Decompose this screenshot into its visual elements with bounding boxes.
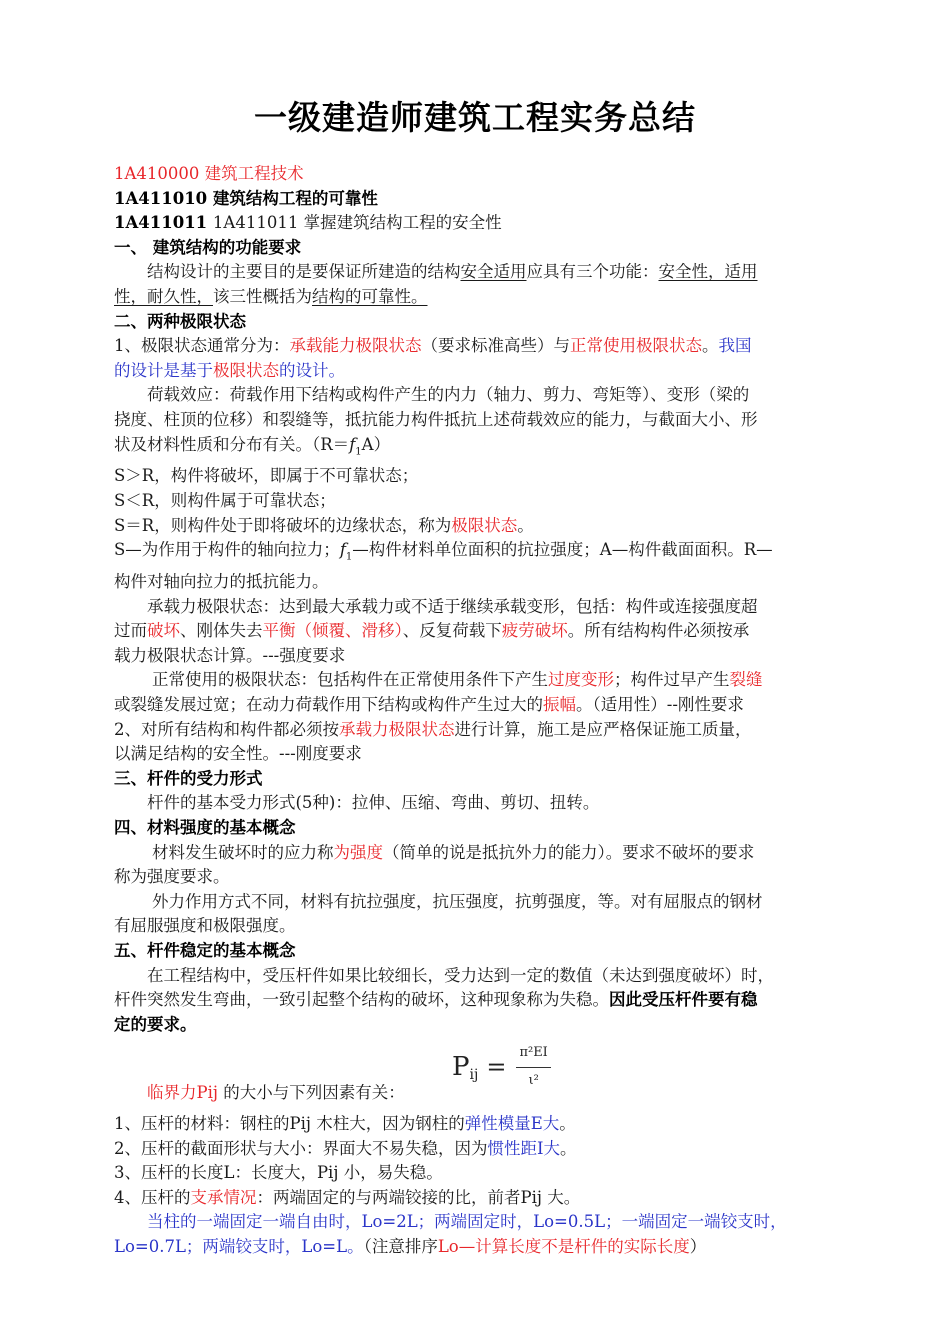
document-body — [114, 162, 872, 1260]
section-heading: 1A411010 建筑结构工程的可靠性 — [114, 188, 378, 208]
paragraph: 1、极限状态通常分为：承载能力极限状态（要求标准高些）与正常使用极限状态。我国 — [114, 336, 752, 356]
paragraph: S＞R，构件将破坏，即属于不可靠状态； — [114, 466, 419, 486]
chapter-code: 1A410000 建筑工程技术 — [114, 164, 304, 183]
paragraph: 临界力Pij 的大小与下列因素有关： — [147, 1083, 405, 1103]
formula-fraction: $\frac{\text{π²EI}}{\text{ι²}}$ — [516, 1041, 550, 1093]
paragraph: 当柱的一端固定一端自由时，Lo=2L；两端固定时，Lo=0.5L；一端固定一端铰支时， — [147, 1212, 787, 1232]
paragraph: 杆件突然发生弯曲，一致引起整个结构的破坏，这种现象称为失稳。因此受压杆件要有稳 — [114, 990, 758, 1010]
paragraph: 结构设计的主要目的是要保证所建造的结构安全适用应具有三个功能：安全性，适用 — [147, 262, 758, 282]
subsection-heading: 1A411011 1A411011 掌握建筑结构工程的安全性 — [114, 213, 502, 233]
list-item: 1、压杆的材料：钢柱的Pij 木柱大，因为钢柱的弹性模量E大。 — [114, 1113, 576, 1133]
list-item: 4、压杆的支承情况：两端固定的与两端铰接的比，前者Pij 大。 — [114, 1187, 581, 1207]
critical-force-formula: P ij = $\frac{\text{π²EI}}{\text{ι²}}$ — [452, 1041, 551, 1093]
heading-4: 四、材料强度的基本概念 — [114, 818, 296, 838]
paragraph: 挠度、柱顶的位移）和裂缝等，抵抗能力构件抵抗上述荷载效应的能力，与截面大小、形 — [114, 409, 758, 429]
paragraph: 外力作用方式不同，材料有抗拉强度，抗压强度，抗剪强度，等。对有屈服点的钢材 — [152, 891, 763, 911]
paragraph: 性，耐久性，该三性概括为结构的可靠性。 — [114, 286, 428, 306]
paragraph: 过而破坏、刚体失去平衡（倾覆、滑移）、反复荷载下疲劳破坏。所有结构构件必须按承 — [114, 621, 750, 641]
paragraph: S＝R，则构件处于即将破坏的边缘状态，称为极限状态。 — [114, 515, 534, 535]
paragraph: 在工程结构中，受压杆件如果比较细长，受力达到一定的数值（未达到强度破坏）时， — [147, 965, 774, 985]
list-item: 3、压杆的长度L：长度大，Pij 小，易失稳。 — [114, 1163, 443, 1183]
paragraph: 荷载效应：荷载作用下结构或构件产生的内力（轴力、剪力、弯矩等）、变形（梁的 — [147, 385, 750, 405]
paragraph: Lo=0.7L；两端铰支时，Lo=L。（注意排序Lo—计算长度不是杆件的实际长度） — [114, 1236, 707, 1256]
heading-2: 二、两种极限状态 — [114, 311, 246, 331]
heading-3: 三、杆件的受力形式 — [114, 768, 263, 788]
paragraph: 承载力极限状态：达到最大承载力或不适于继续承载变形，包括：构件或连接强度超 — [147, 596, 758, 616]
paragraph: 构件对轴向拉力的抵抗能力。 — [114, 572, 329, 592]
heading-1: 一、 建筑结构的功能要求 — [114, 237, 302, 257]
paragraph: 载力极限状态计算。---强度要求 — [114, 645, 346, 665]
paragraph: 或裂缝发展过宽；在动力荷载作用下结构或构件产生过大的振幅。（适用性）--刚性要求 — [114, 695, 744, 715]
list-item: 2、压杆的截面形状与大小：界面大不易失稳，因为惯性距I大。 — [114, 1138, 577, 1158]
paragraph: S—为作用于构件的轴向拉力；$f_1—$构件材料单位面积的抗拉强度；A—构件截面面积。R— — [114, 540, 773, 563]
paragraph: 杆件的基本受力形式(5种)：拉伸、压缩、弯曲、剪切、扭转。 — [147, 793, 600, 813]
paragraph: 有屈服强度和极限强度。 — [114, 916, 296, 936]
paragraph: 正常使用的极限状态：包括构件在正常使用条件下产生过度变形；构件过早产生裂缝 — [152, 670, 763, 690]
paragraph: 状及材料性质和分布有关。$(R=f_1A)$ — [114, 434, 391, 457]
paragraph: 2、对所有结构和构件都必须按承载力极限状态进行计算，施工是应严格保证施工质量， — [114, 719, 752, 739]
paragraph: 以满足结构的安全性。---刚度要求 — [114, 744, 362, 764]
paragraph: 的设计是基于极限状态的设计。 — [114, 360, 345, 380]
paragraph: 称为强度要求。 — [114, 867, 230, 887]
paragraph: 材料发生破坏时的应力称为强度（简单的说是抵抗外力的能力）。要求不破坏的要求 — [152, 842, 755, 862]
paragraph: 定的要求。 — [114, 1014, 197, 1034]
paragraph: S＜R，则构件属于可靠状态； — [114, 491, 336, 511]
heading-5: 五、杆件稳定的基本概念 — [114, 941, 296, 960]
formula-block — [114, 1037, 872, 1089]
document-title: 一级建造师建筑工程实务总结 — [254, 98, 696, 137]
